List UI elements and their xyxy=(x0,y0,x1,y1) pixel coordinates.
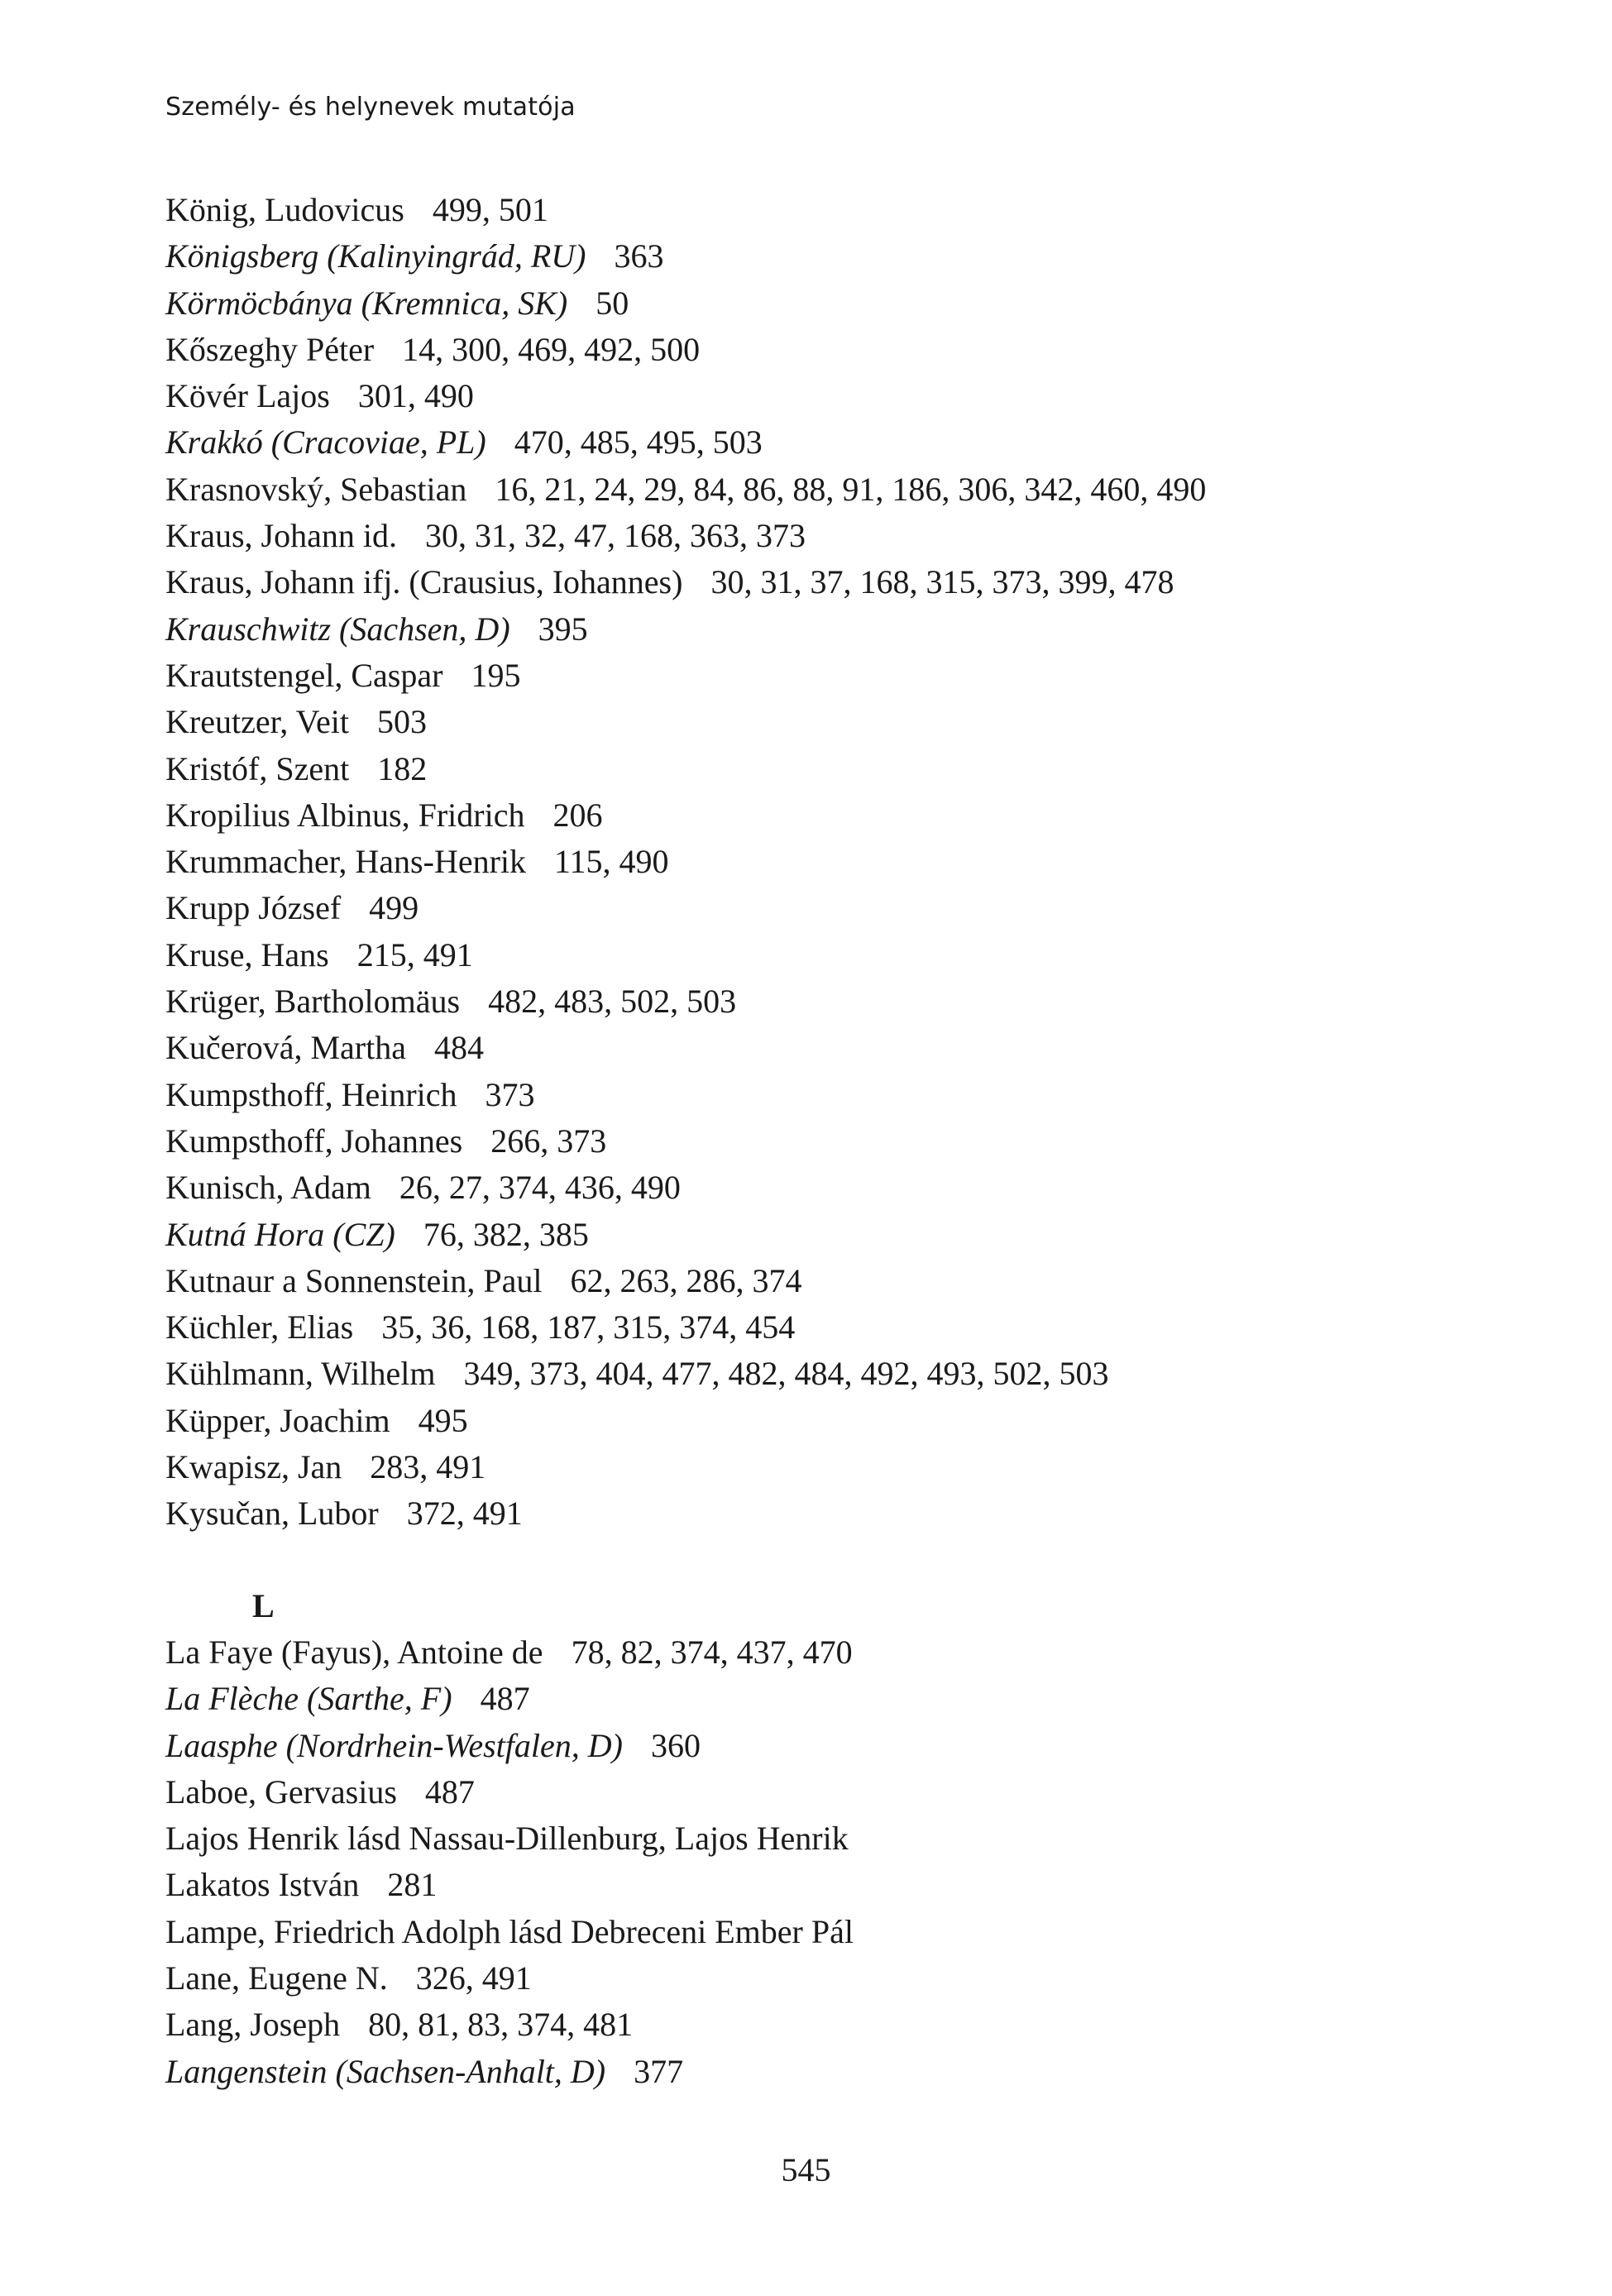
index-entry-place-term: Krauschwitz (Sachsen, D) xyxy=(165,610,510,648)
index-entry xyxy=(165,1258,1472,1304)
index-entry xyxy=(165,513,1472,559)
index-entry-pages: 76, 382, 385 xyxy=(423,1215,589,1253)
index-entry-pages: 301, 490 xyxy=(357,377,474,415)
index-entry-term: Krummacher, Hans-Henrik xyxy=(165,843,527,881)
index-entry-pages: 395 xyxy=(538,610,588,648)
index-entry-term: Krüger, Bartholomäus xyxy=(165,983,461,1021)
index-entry-term: Kwapisz, Jan xyxy=(165,1448,342,1486)
index-entry-term: Kraus, Johann ifj. (Crausius, Iohannes) xyxy=(165,563,683,601)
index-entry xyxy=(165,1909,1472,1955)
index-entry-term: Krautstengel, Caspar xyxy=(165,656,443,694)
index-entry-term: Kruse, Hans xyxy=(165,935,329,973)
index-entry-pages: 360 xyxy=(650,1726,701,1764)
index-entry-place-term: Körmöcbánya (Kremnica, SK) xyxy=(165,284,568,322)
index-entry xyxy=(165,1723,1472,1769)
index-entry-term: Kühlmann, Wilhelm xyxy=(165,1355,436,1393)
index-entry xyxy=(165,1118,1472,1165)
index-entry xyxy=(165,327,1472,373)
index-entry xyxy=(165,233,1472,280)
index-entry-term: Laboe, Gervasius xyxy=(165,1772,397,1810)
index-entry-term: Lakatos István xyxy=(165,1866,360,1904)
index-entry xyxy=(165,1304,1472,1351)
index-entry-term: Lane, Eugene N. xyxy=(165,1959,388,1997)
index-entry xyxy=(165,2002,1472,2048)
index-entry xyxy=(165,978,1472,1025)
index-entry-pages: 495 xyxy=(418,1401,468,1439)
index-entry-term: Kreutzer, Veit xyxy=(165,703,350,741)
index-entry-term: Küchler, Elias xyxy=(165,1308,354,1347)
index-entry xyxy=(165,280,1472,327)
index-entry xyxy=(165,606,1472,653)
index-section-l xyxy=(165,1629,1472,2095)
index-entry-pages: 78, 82, 374, 437, 470 xyxy=(571,1633,853,1671)
index-entry xyxy=(165,1629,1472,1676)
index-entry-pages: 503 xyxy=(377,703,428,741)
index-entry-term: Lajos Henrik lásd Nassau-Dillenburg, Lajos Henrik xyxy=(165,1820,849,1858)
index-entry-term: La Faye (Fayus), Antoine de xyxy=(165,1633,543,1671)
index-entry xyxy=(165,885,1472,931)
section-letter: L xyxy=(252,1586,275,1624)
index-entry xyxy=(165,1212,1472,1258)
index-entry-term: Krasnovský, Sebastian xyxy=(165,470,467,508)
index-entry-pages: 16, 21, 24, 29, 84, 86, 88, 91, 186, 306, 342, 460, 490 xyxy=(495,470,1207,508)
index-entry-pages: 349, 373, 404, 477, 482, 484, 492, 493, 502, 503 xyxy=(463,1355,1109,1393)
index-entry-pages: 363 xyxy=(614,237,664,275)
index-entry xyxy=(165,373,1472,419)
index-entry xyxy=(165,466,1472,513)
index-entry-term: Kumpsthoff, Johannes xyxy=(165,1122,463,1160)
index-entry xyxy=(165,1351,1472,1397)
index-entry-place-term: Krakkó (Cracoviae, PL) xyxy=(165,423,486,462)
index-entry xyxy=(165,1490,1472,1537)
index-entry-pages: 195 xyxy=(471,656,521,694)
index-entry xyxy=(165,699,1472,745)
index-section-k xyxy=(165,187,1472,1538)
index-entry-term: Kropilius Albinus, Fridrich xyxy=(165,796,525,834)
index-entry xyxy=(165,1676,1472,1722)
index-entry-term: König, Ludovicus xyxy=(165,191,404,228)
index-entry xyxy=(165,419,1472,466)
page-number: 545 xyxy=(781,2151,831,2188)
index-entry-pages: 484 xyxy=(433,1029,484,1067)
index-entry-pages: 283, 491 xyxy=(370,1448,486,1486)
index-entry-pages: 266, 373 xyxy=(490,1122,607,1160)
index-entry-term: Krupp József xyxy=(165,889,342,927)
index-entry-pages: 35, 36, 168, 187, 315, 374, 454 xyxy=(381,1308,796,1347)
index-entry xyxy=(165,1025,1472,1071)
index-entry-term: Kraus, Johann id. xyxy=(165,517,397,555)
index-entry-place-term: Königsberg (Kalinyingrád, RU) xyxy=(165,237,586,275)
index-entry xyxy=(165,653,1472,699)
index-entry-place-term: Langenstein (Sachsen-Anhalt, D) xyxy=(165,2052,606,2090)
index-entry-term: Kumpsthoff, Heinrich xyxy=(165,1075,457,1113)
index-entry-pages: 487 xyxy=(480,1680,530,1718)
index-entry xyxy=(165,2049,1472,2095)
index-entry-term: Kövér Lajos xyxy=(165,377,330,415)
index-entry-pages: 62, 263, 286, 374 xyxy=(570,1261,802,1299)
index-entry xyxy=(165,559,1472,605)
index-entry xyxy=(165,1815,1472,1862)
index-entry xyxy=(165,932,1472,978)
index-entry xyxy=(165,1769,1472,1815)
index-entry-place-term: Kutná Hora (CZ) xyxy=(165,1215,395,1253)
index-entry-pages: 487 xyxy=(424,1772,475,1810)
index-entry-pages: 30, 31, 32, 47, 168, 363, 373 xyxy=(424,517,806,555)
index-entry xyxy=(165,1955,1472,2002)
index-entry-term: Küpper, Joachim xyxy=(165,1401,390,1439)
index-entry-term: Kysučan, Lubor xyxy=(165,1495,379,1533)
index-entry xyxy=(165,1444,1472,1490)
index-entry-pages: 50 xyxy=(596,284,629,322)
index-entry-pages: 499, 501 xyxy=(432,191,548,228)
index-entry xyxy=(165,1862,1472,1908)
index-entry-term: Kutnaur a Sonnenstein, Paul xyxy=(165,1261,543,1299)
index-entry xyxy=(165,839,1472,885)
index-entry-pages: 182 xyxy=(377,749,428,787)
index-entry-pages: 499 xyxy=(369,889,419,927)
index-entry-pages: 372, 491 xyxy=(406,1495,523,1533)
index-entry-pages: 30, 31, 37, 168, 315, 373, 399, 478 xyxy=(710,563,1174,601)
index-entry xyxy=(165,1072,1472,1118)
index-entry-pages: 373 xyxy=(485,1075,535,1113)
index-entry-pages: 215, 491 xyxy=(356,935,473,973)
index-entry-term: Kristóf, Szent xyxy=(165,749,350,787)
index-entry-pages: 14, 300, 469, 492, 500 xyxy=(402,330,701,368)
index-entry-pages: 377 xyxy=(634,2052,684,2090)
index-entry-pages: 115, 490 xyxy=(554,843,669,881)
index-entry-pages: 470, 485, 495, 503 xyxy=(514,423,763,462)
index-entry-pages: 326, 491 xyxy=(415,1959,532,1997)
index-entry-place-term: Laasphe (Nordrhein-Westfalen, D) xyxy=(165,1726,623,1764)
index-entry xyxy=(165,1165,1472,1211)
index-entry-term: Kunisch, Adam xyxy=(165,1169,371,1207)
index-entry-term: Lampe, Friedrich Adolph lásd Debreceni Ember Pál xyxy=(165,1912,854,1950)
index-entry-pages: 281 xyxy=(387,1866,438,1904)
index-entry-pages: 482, 483, 502, 503 xyxy=(488,983,737,1021)
index-entry-term: Lang, Joseph xyxy=(165,2006,341,2044)
index-entry xyxy=(165,187,1472,233)
index-entry xyxy=(165,792,1472,839)
index-entry-term: Kőszeghy Péter xyxy=(165,330,375,368)
index-entry xyxy=(165,746,1472,792)
index-entry-pages: 26, 27, 374, 436, 490 xyxy=(399,1169,681,1207)
index-entry-term: Kučerová, Martha xyxy=(165,1029,406,1067)
index-entry-pages: 206 xyxy=(552,796,603,834)
running-head: Személy- és helynevek mutatója xyxy=(165,93,576,122)
index-entry-place-term: La Flèche (Sarthe, F) xyxy=(165,1680,452,1718)
index-entry-pages: 80, 81, 83, 374, 481 xyxy=(368,2006,634,2044)
index-list xyxy=(165,187,1472,2095)
index-entry xyxy=(165,1398,1472,1444)
